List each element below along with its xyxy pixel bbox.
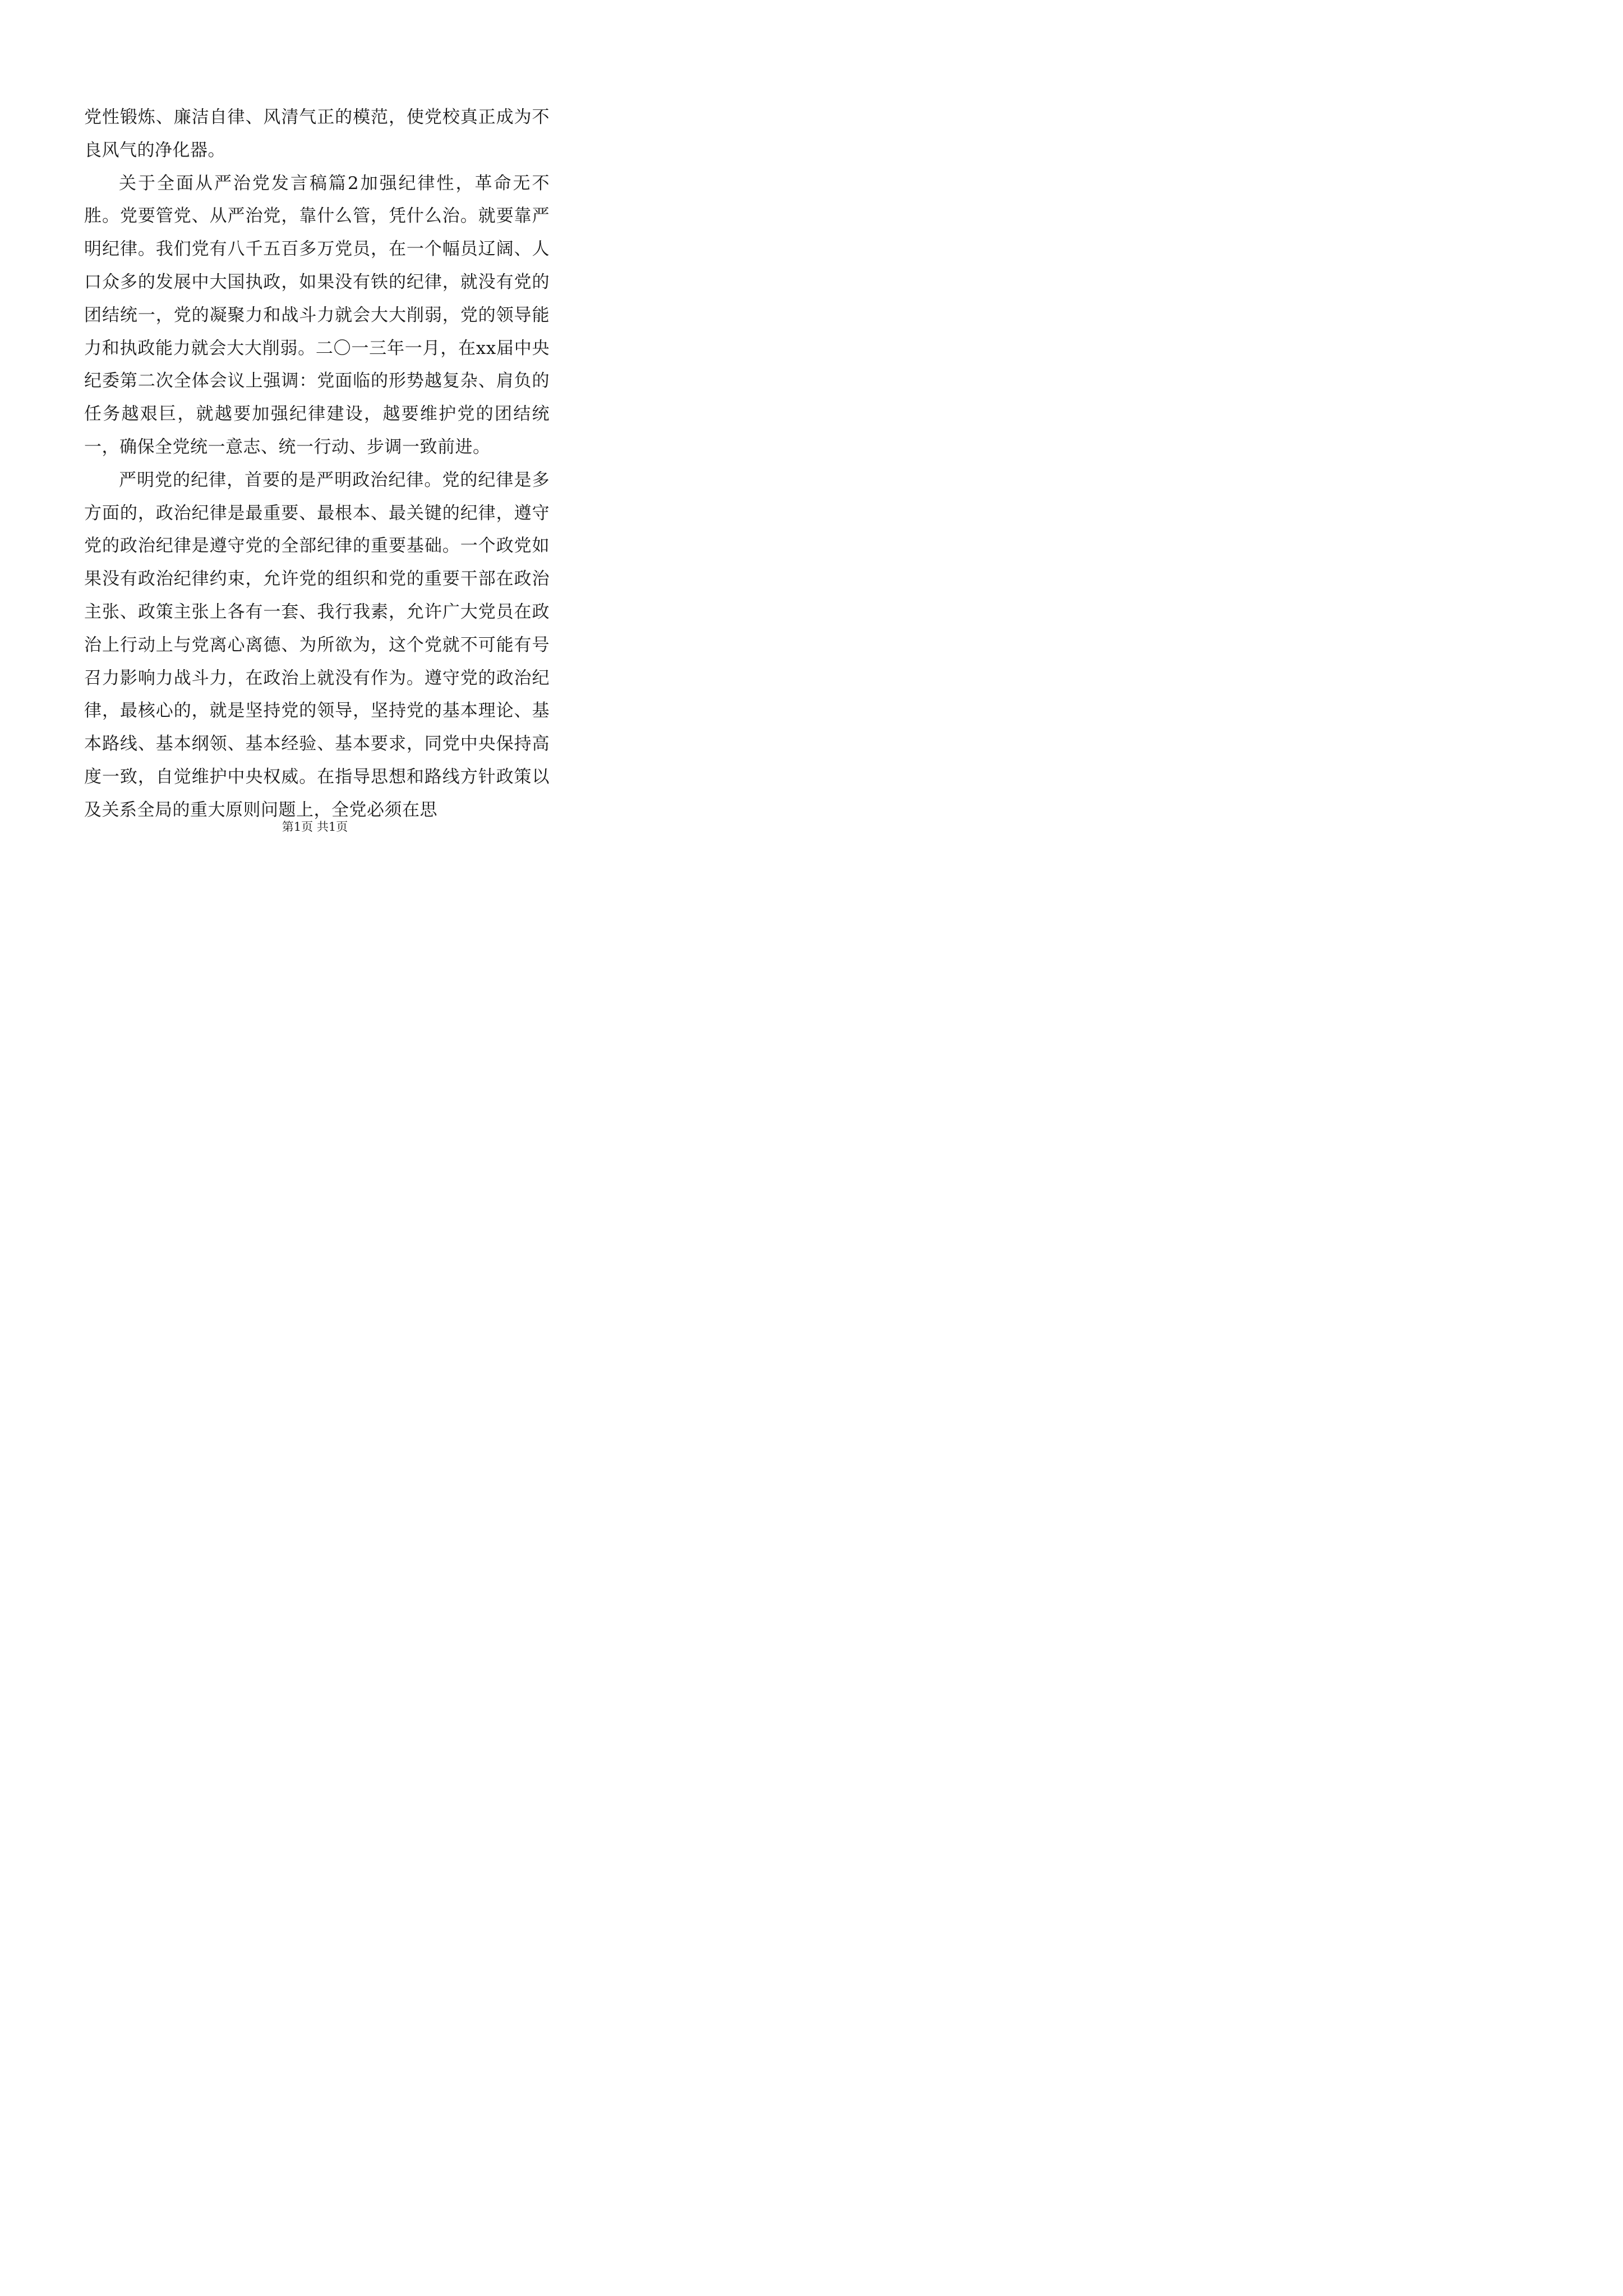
document-body — [84, 101, 550, 827]
page-number-footer: 第1页 共1页 — [282, 820, 348, 834]
document-page — [0, 0, 630, 890]
paragraph-continuation: 党性锻炼、廉洁自律、风清气正的模范，使党校真正成为不良风气的净化器。 — [84, 107, 550, 160]
paragraph-political-discipline: 严明党的纪律，首要的是严明政治纪律。党的纪律是多方面的，政治纪律是最重要、最根本、最关键的纪律，遵守党的政治纪律是遵守党的全部纪律的重要基础。一个政党如果没有政治纪律约束，允许党的组织和党的重要干部在政治主张、政策主张上各有一套、我行我素，允许广大党员在政治上行动上与党离心离德、为所欲为，这个党就不可能有号召力影响力战斗力，在政治上就没有作为。遵守党的政治纪律，最核心的，就是坚持党的领导，坚持党的基本理论、基本路线、基本纲领、基本经验、基本要求，同党中央保持高度一致，自觉维护中央权威。在指导思想和路线方针政策以及关系全局的重大原则问题上，全党必须在思 — [84, 470, 550, 820]
paragraph-speech-intro: 关于全面从严治党发言稿篇2加强纪律性，革命无不胜。党要管党、从严治党，靠什么管，凭什么治。就要靠严明纪律。我们党有八千五百多万党员，在一个幅员辽阔、人口众多的发展中大国执政，如果没有铁的纪律，就没有党的团结统一，党的凝聚力和战斗力就会大大削弱，党的领导能力和执政能力就会大大削弱。二〇一三年一月，在xx届中央纪委第二次全体会议上强调：党面临的形势越复杂、肩负的任务越艰巨，就越要加强纪律建设，越要维护党的团结统一，确保全党统一意志、统一行动、步调一致前进。 — [84, 173, 550, 457]
